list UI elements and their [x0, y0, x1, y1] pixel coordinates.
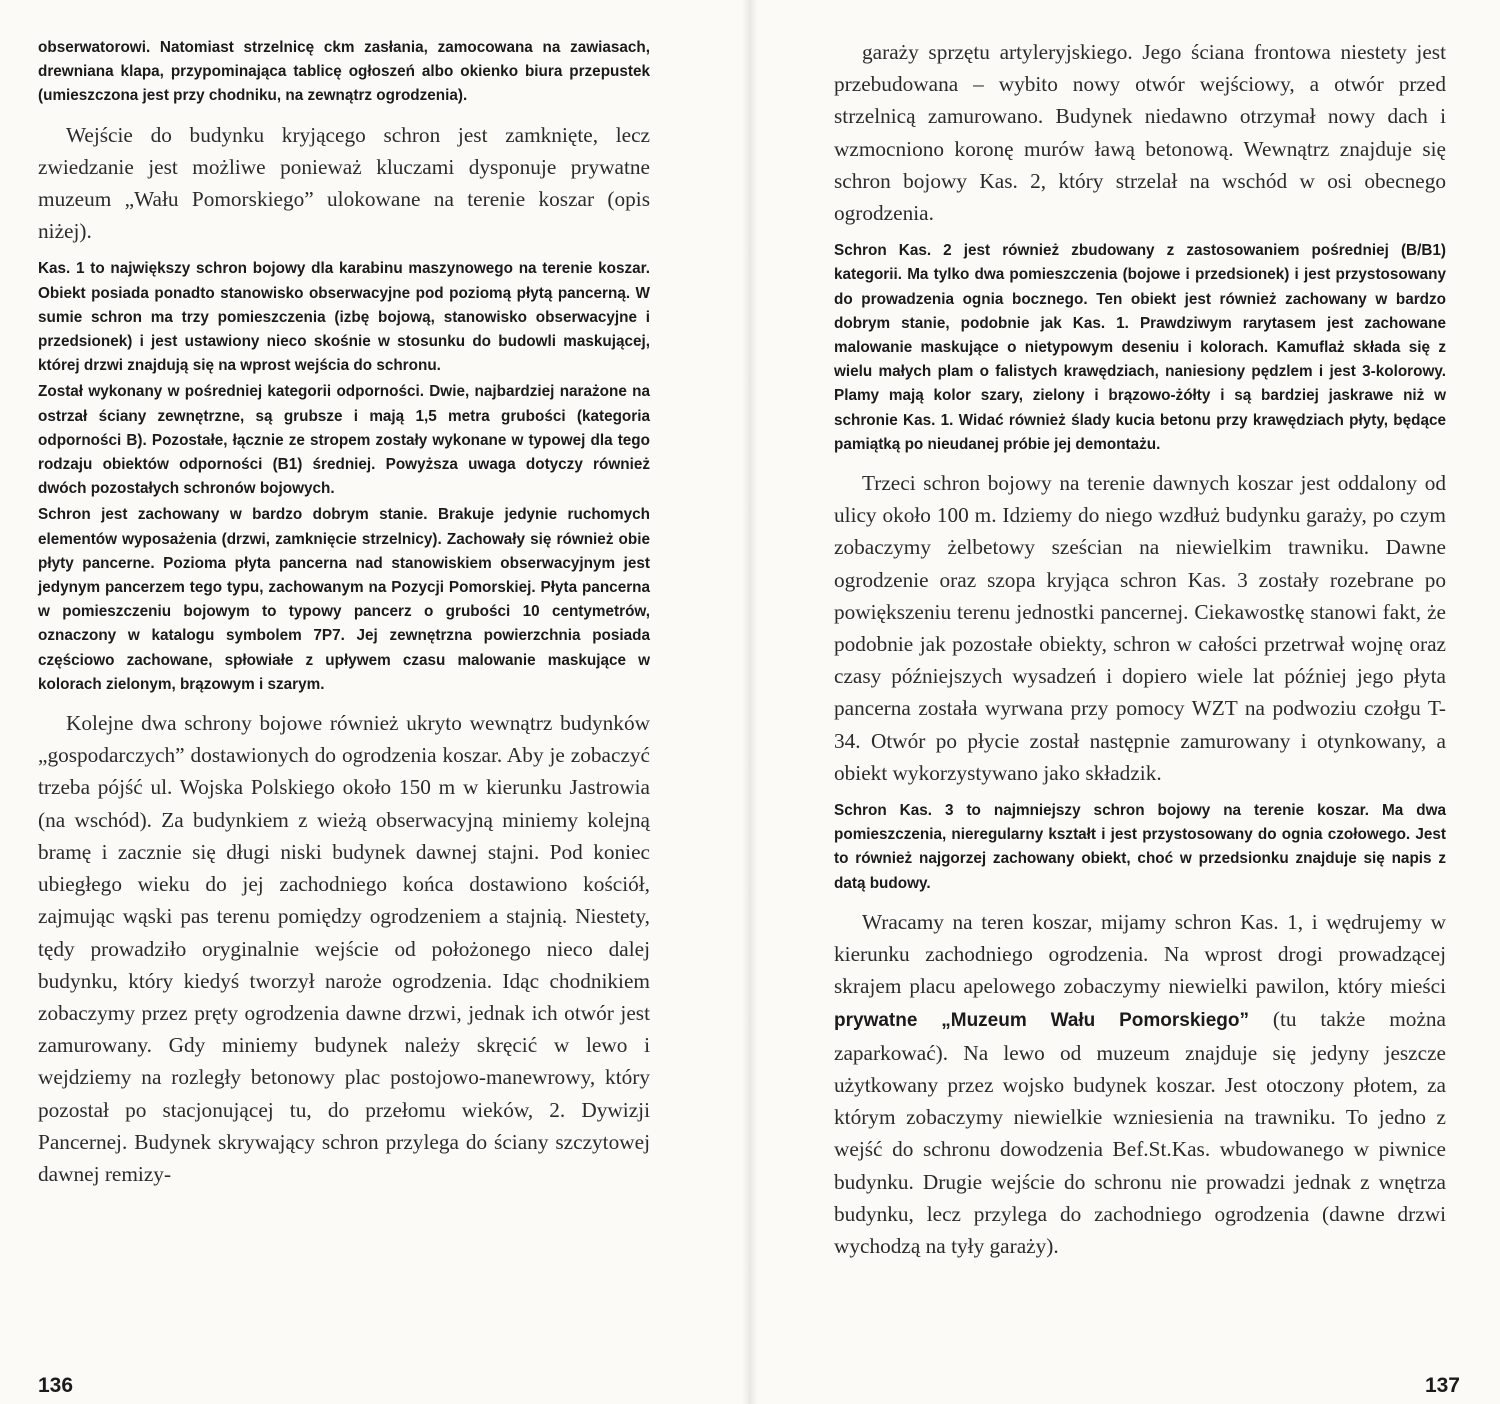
- left-note-1: obserwatorowi. Natomiast strzelnicę ckm zasłania, zamocowana na zawiasach, drewniana klapa, przypominająca tablicę ogłoszeń albo okienko biura przepustek (umieszczona jest przy chodniku, na zewnątrz ogrodzenia).: [38, 39, 650, 105]
- right-paragraph-2: Trzeci schron bojowy na terenie dawnych koszar jest oddalony od ulicy około 100 m. Idziemy do niego wzdłuż budynku garaży, po czym zobaczymy żelbetowy sześcian na niewielkim trawniku. Dawne ogrodzenie oraz szopa kryjąca schron Kas. 3 zostały rozebrane po powiększeniu terenu jednostki pancernej. Ciekawostkę stanowi fakt, że podobnie jak pozostałe obiekty, schron w całości przetrwał wojnę oraz czasy późniejszych wysadzeń i dopiero wiele lat później jego płyta pancerna została wyrwana przy pomocy WZT na podwoziu czołgu T-34. Otwór po płycie został następnie zamurowany i otynkowany, a obiekt wykorzystywano jako składzik.: [834, 471, 1446, 785]
- left-note-3: Został wykonany w pośredniej kategorii odporności. Dwie, najbardziej narażone na ostrzał ściany zewnętrzne, są grubsze i mają 1,5 metra grubości (kategoria odporności B). Pozostałe, łącznie ze stropem zostały wykonane w typowej dla tego rodzaju obiektów odporności (B1) średniej. Powyższa uwaga dotyczy również dwóch pozostałych schronów bojowych.: [38, 383, 650, 498]
- left-paragraph-1: Wejście do budynku kryjącego schron jest zamknięte, lecz zwiedzanie jest możliwe ponieważ kluczami dysponuje prywatne muzeum „Wału Pomorskiego” ulokowane na terenie koszar (opis niżej).: [38, 122, 650, 244]
- right-page: [750, 0, 1500, 1404]
- right-paragraph-3-end: (tu także można zaparkować). Na lewo od muzeum znajduje się jedyny jeszcze użytkowany przez wojsko budynek koszar. Jest otoczony płotem, za którym zobaczymy niewielkie wzniesienia na trawniku. To jedno z wejść do schronu dowodzenia Bef.St.Kas. wbudowanego w piwnice budynku. Drugie wejście do schronu nie prowadzi jednak z wnętrza budynku, lecz przylega do zachodniego ogrodzenia (dawne drzwi wychodzą na tyły garaży).: [834, 1006, 1446, 1258]
- left-paragraph-2: Kolejne dwa schrony bojowe również ukryto wewnątrz budynków „gospodarczych” dostawionych do ogrodzenia koszar. Aby je zobaczyć trzeba pójść ul. Wojska Polskiego około 150 m w kierunku Jastrowia (na wschód). Za budynkiem z wieżą obserwacyjną miniemy kolejną bramę i zacznie się długi niski budynek dawnej stajni. Pod koniec ubiegłego wieku do jej zachodniego końca dostawiono kościół, zajmując wąski pas terenu pomiędzy ogrodzeniem a stajnią. Niestety, tędy prowadziło oryginalnie wejście od położonego nieco dalej budynku, który kiedyś tworzył naroże ogrodzenia. Idąc chodnikiem zobaczymy przez pręty ogrodzenia dawne drzwi, jednak ich otwór jest zamurowany. Gdy miniemy budynek należy skręcić w lewo i wejdziemy na rozległy betonowy plac postojowo-manewrowy, który pozostał po stacjonującej tu, do przełomu wieków, 2. Dywizji Pancernej. Budynek skrywający schron przylega do ściany szczytowej dawnej remizy-: [38, 711, 650, 1186]
- left-text-column: [38, 36, 650, 1190]
- book-gutter: [742, 0, 758, 1404]
- right-note-1: Schron Kas. 2 jest również zbudowany z zastosowaniem pośredniej (B/B1) kategorii. Ma tylko dwa pomieszczenia (bojowe i przedsionek) i jest przystosowany do prowadzenia ognia bocznego. Ten obiekt jest również zachowany w bardzo dobrym stanie, podobnie jak Kas. 1. Prawdziwym rarytasem jest zachowane malowanie maskujące o nietypowym deseniu i kolorach. Kamuflaż składa się z wielu małych plam o falistych krawędziach, naniesiony pędzlem i jest 3-kolorowy. Plamy mają kolor szary, zielony i brązowo-żółty i są bardziej jaskrawe niż w schronie Kas. 1. Widać również ślady kucia betonu przy krawędziach płyty, będące pamiątką po nieudanej próbie jej demontażu.: [834, 242, 1446, 453]
- right-paragraph-3: [834, 906, 1446, 1262]
- right-text-column: [834, 36, 1446, 1262]
- left-note-2: Kas. 1 to największy schron bojowy dla karabinu maszynowego na terenie koszar. Obiekt posiada ponadto stanowisko obserwacyjne pod poziomą płytą pancerną. W sumie schron ma trzy pomieszczenia (izbę bojową, stanowisko obserwacyjne i przedsionek) i jest ustawiony nieco skośnie w stosunku do budowli maskującej, której drzwi znajdują się na wprost wejścia do schronu.: [38, 260, 650, 375]
- right-paragraph-1: garaży sprzętu artyleryjskiego. Jego ściana frontowa niestety jest przebudowana – wybito nowy otwór wejściowy, a otwór przed strzelnicą zamurowano. Budynek niedawno otrzymał nowy dach i wzmocniono koronę murów ławą betonową. Wewnątrz znajduje się schron bojowy Kas. 2, który strzelał na wschód w osi obecnego ogrodzenia.: [834, 40, 1446, 226]
- right-paragraph-3-start: Wracamy na teren koszar, mijamy schron Kas. 1, i wędrujemy w kierunku zachodniego ogrodzenia. Na wprost drogi prowadzącej skrajem placu apelowego zobaczymy niewielki pawilon, który mieści: [834, 909, 1446, 999]
- page-number-right: 137: [1424, 1374, 1460, 1397]
- right-note-2: Schron Kas. 3 to najmniejszy schron bojowy na terenie koszar. Ma dwa pomieszczenia, nieregularny kształt i jest przystosowany do ognia czołowego. Jest to również najgorzej zachowany obiekt, choć w przedsionku znajduje się napis z datą budowy.: [834, 802, 1446, 892]
- page-number-left: 136: [38, 1374, 74, 1397]
- left-note-4: Schron jest zachowany w bardzo dobrym stanie. Brakuje jedynie ruchomych elementów wyposażenia (drzwi, zamknięcie strzelnicy). Zachowały się również obie płyty pancerne. Pozioma płyta pancerna nad stanowiskiem obserwacyjnym jest jedynym pancerzem tego typu, zachowanym na Pozycji Pomorskiej. Płyta pancerna w pomieszczeniu bojowym to typowy pancerz o grubości 10 centymetrów, oznaczony w katalogu symbolem 7P7. Jej zewnętrzna powierzchnia posiada częściowo zachowane, spłowiałe z upływem czasu malowanie maskujące w kolorach zielonym, brązowym i szarym.: [38, 506, 650, 693]
- museum-name-bold: prywatne „Muzeum Wału Pomorskiego”: [834, 1009, 1249, 1031]
